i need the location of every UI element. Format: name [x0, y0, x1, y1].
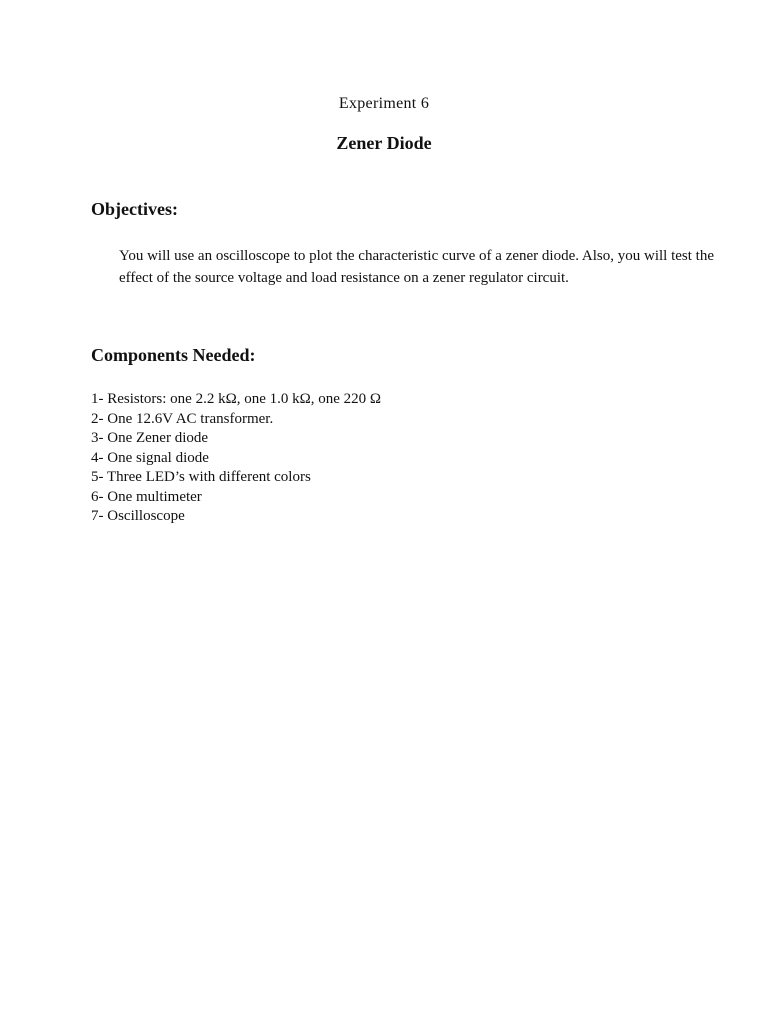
list-item: 7- Oscilloscope: [91, 508, 185, 524]
list-item: 1- Resistors: one 2.2 kΩ, one 1.0 kΩ, one 220 Ω: [91, 391, 382, 407]
components-heading: Components Needed:: [91, 345, 256, 365]
list-item: 2- One 12.6V AC transformer.: [91, 410, 274, 427]
experiment-label: Experiment 6: [338, 95, 430, 112]
page-title: Zener Diode: [336, 133, 432, 153]
objectives-paragraph: You will use an oscilloscope to plot the characteristic curve of a zener diode. Also, you will test the effect of the source voltage and load resistance on a zener regulator circuit.: [119, 248, 714, 286]
objectives-heading: Objectives:: [91, 199, 178, 219]
components-list: [91, 390, 381, 527]
list-item: 6- One multimeter: [91, 488, 202, 505]
list-item: 5- Three LED’s with different colors: [91, 469, 311, 485]
list-item: 4- One signal diode: [91, 449, 209, 466]
list-item: 3- One Zener diode: [91, 430, 209, 446]
